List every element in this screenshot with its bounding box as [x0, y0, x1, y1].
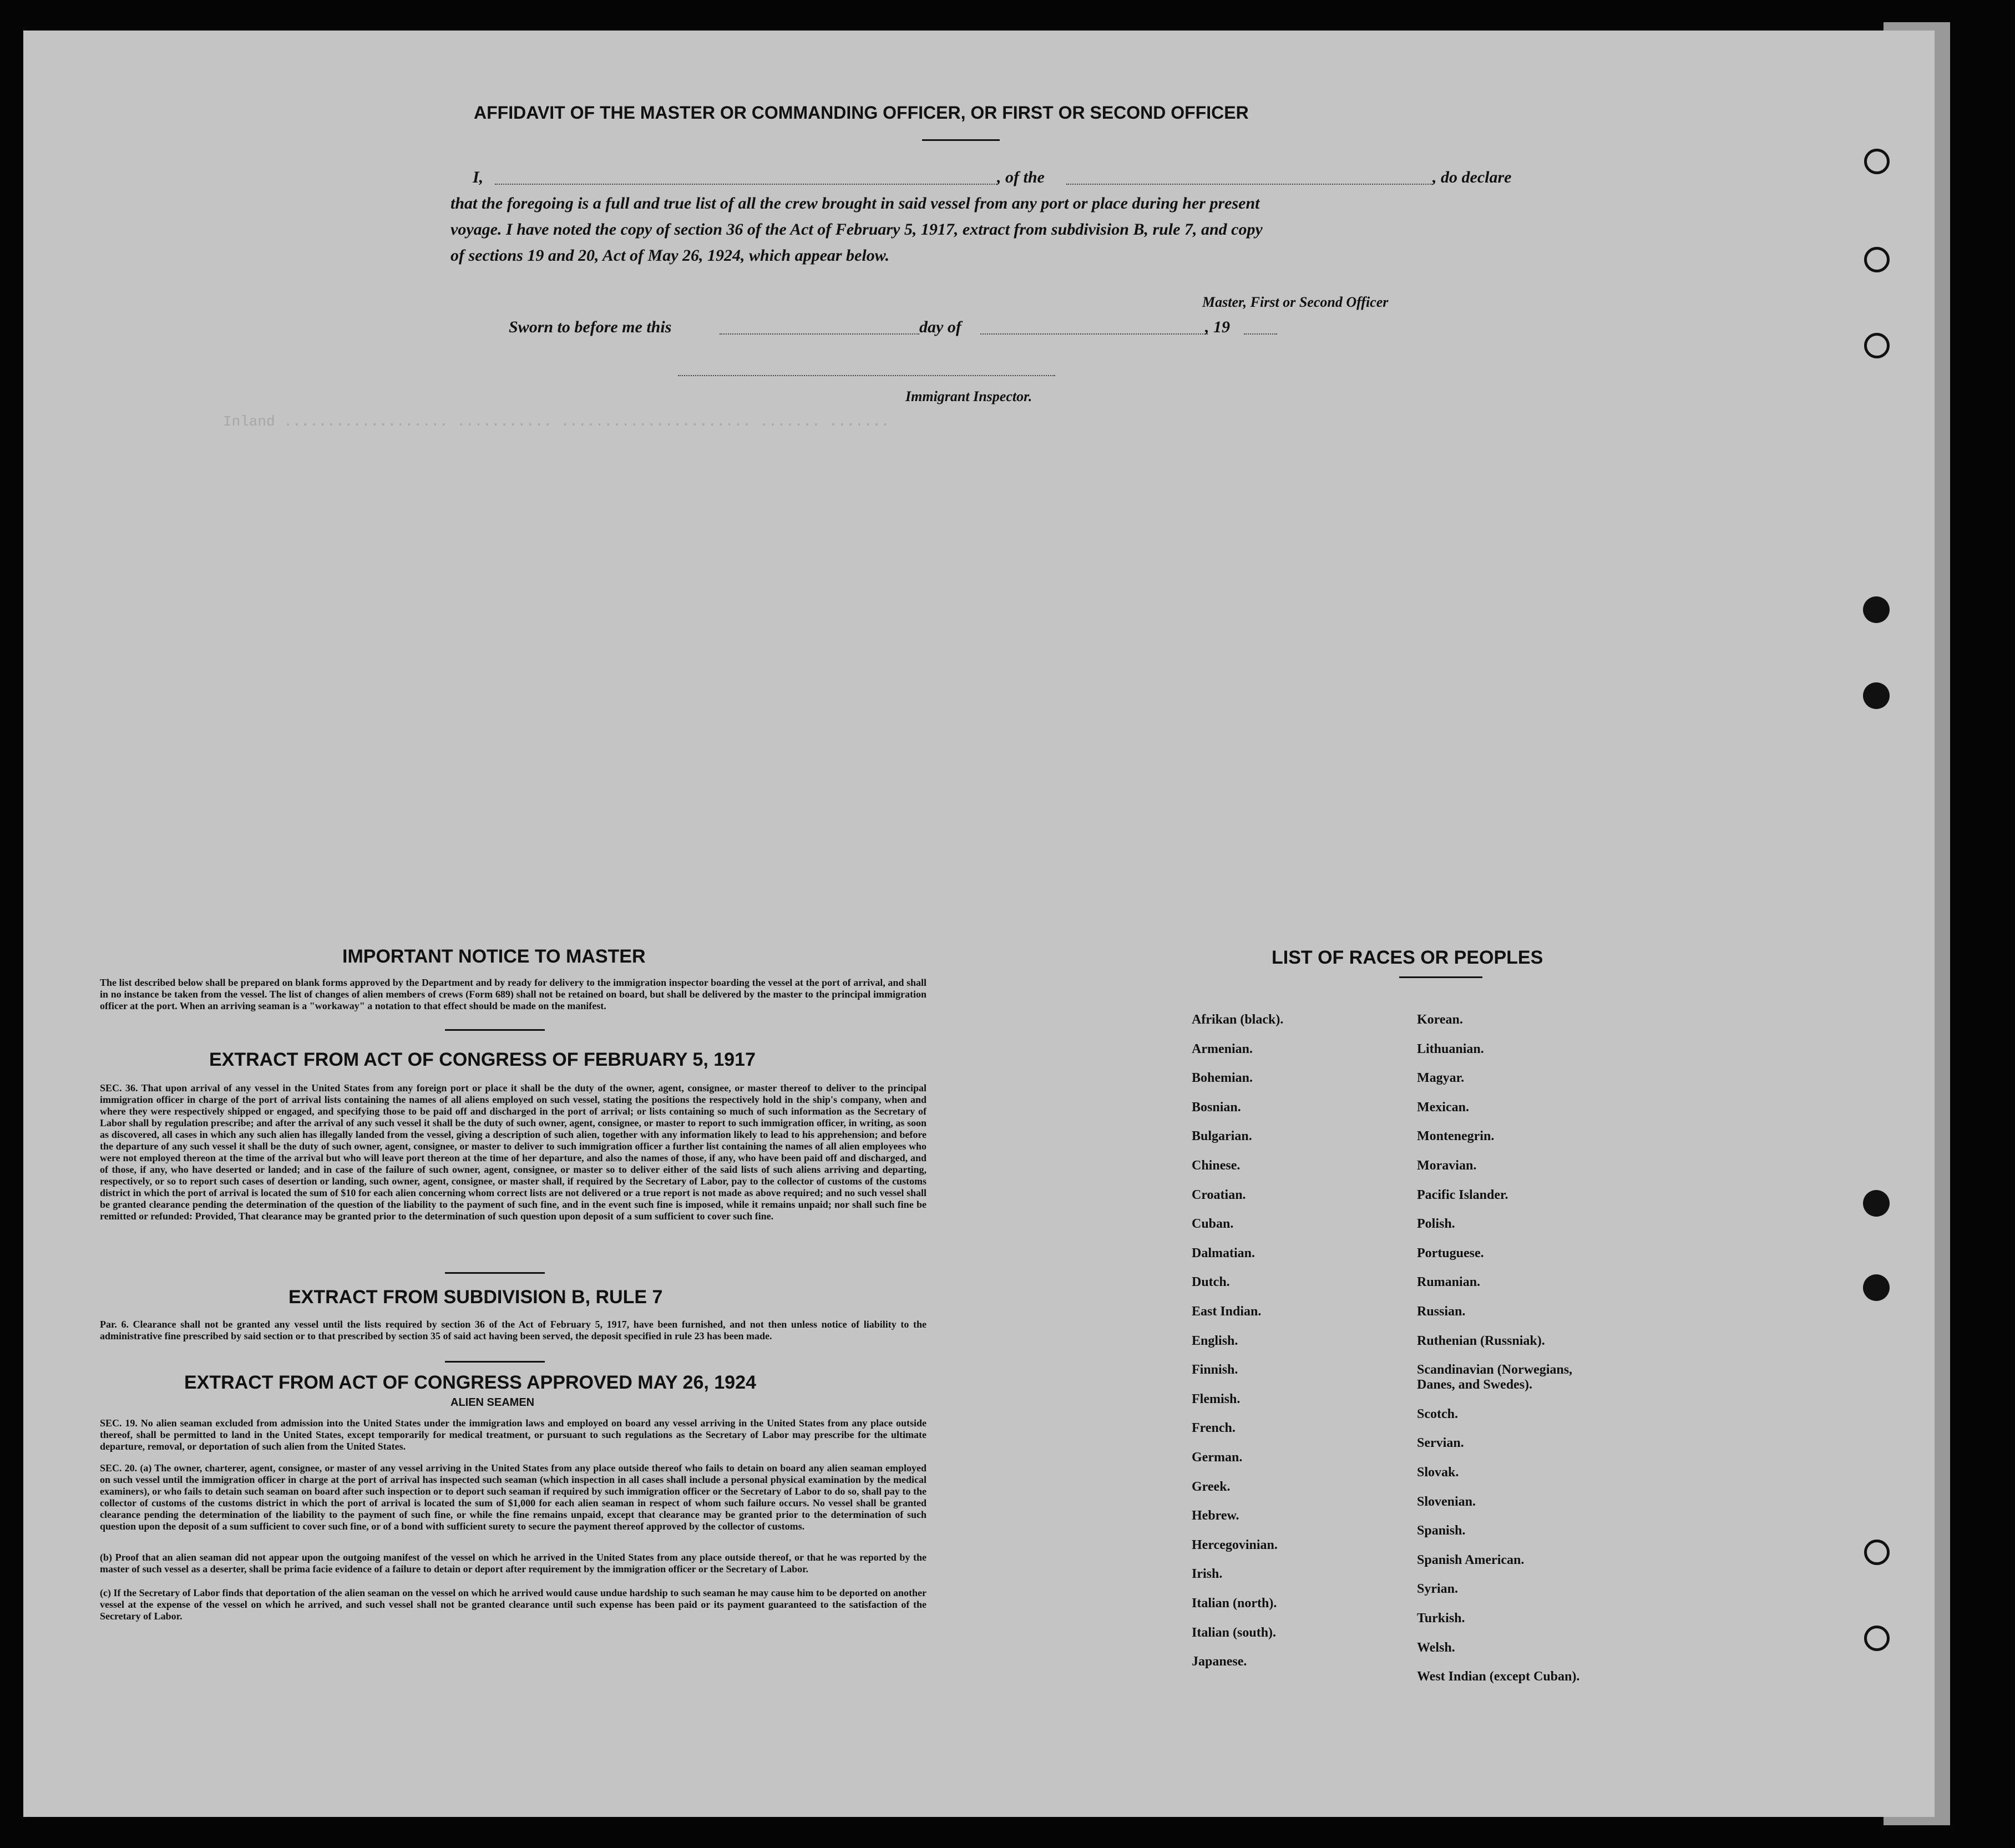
binder-hole [1864, 247, 1890, 272]
affidavit-name-field[interactable] [495, 184, 997, 185]
race-item: Chinese. [1192, 1158, 1241, 1173]
race-item: Syrian. [1417, 1582, 1459, 1597]
notice-title: IMPORTANT NOTICE TO MASTER [342, 946, 646, 967]
race-item: Bosnian. [1192, 1100, 1241, 1115]
sworn-label: Sworn to before me this [509, 318, 672, 336]
extract-1917-divider [445, 1272, 545, 1274]
sworn-year-field[interactable] [1244, 333, 1277, 335]
notice-divider [445, 1029, 545, 1031]
affidavit-line-1: that the foregoing is a full and true list of all the crew brought in said vessel from any port or place during her present [450, 194, 1260, 212]
races-title: LIST OF RACES OR PEOPLES [1272, 947, 1543, 968]
race-item: Welsh. [1417, 1640, 1455, 1655]
extract-1917-text: SEC. 36. That upon arrival of any vessel in the United States from any foreign port or place it shall be the duty of the owner, agent, consignee, or master thereof to deliver to the principal immigration officer in charge of the port of arrival lists containing the names of all aliens employed on such vessel, stating the positions the respectively hold in the ship's company, when and where they were respectively shipped or engaged, and specifying those to be paid off and discharged in the port of arrival; or lists containing so much of such information as the Secretary of Labor shall by regulation prescribe; and after the arrival of any such vessel it shall be the duty of such owner, agent, consignee, or master to report to such immigration officer, in writing, as soon as discovered, all cases in which any such alien has illegally landed from the vessel, giving a description of such alien, together with any information likely to lead to his apprehension; and before the departure of any such vessel it shall be the duty of such owner, agent, consignee, or master to deliver to such immigration officer a further list containing the names of all alien employees who were not employed thereon at the time of the arrival but who will leave port thereon at the time of her departure, and also the names of those, if any, who have been paid off and discharged, and of those, if any, who have deserted or landed; and in case of the failure of such owner, agent, consignee, or master so to deliver either of the said lists of such aliens arriving and departing, respectively, or so to report such cases of desertion or landing, such owner, agent, consignee, or master shall, if required by the Secretary of Labor, pay to the collector of customs of the customs district in which the port of arrival is located the sum of $10 for each alien concerning whom correct lists are not delivered or a true report is not made as above required; and no such vessel shall be granted clearance pending the determination of the question of the liability to the payment of such fine, and in the event such fine is imposed, while it remains unpaid; nor shall such fine be remitted or refunded: Provided, That clearance may be granted prior to the determination of such question upon deposit of a sum sufficient to cover such fine. [100, 1082, 927, 1222]
race-item: Finnish. [1192, 1363, 1238, 1378]
race-item: English. [1192, 1333, 1238, 1348]
race-item: Portuguese. [1417, 1245, 1484, 1260]
rule-7-title: EXTRACT FROM SUBDIVISION B, RULE 7 [288, 1287, 663, 1308]
race-item: East Indian. [1192, 1304, 1262, 1319]
race-item: Ruthenian (Russniak). [1417, 1333, 1545, 1348]
race-item: Spanish. [1417, 1523, 1466, 1538]
affidavit-line-2: voyage. I have noted the copy of section 36 of the Act of February 5, 1917, extract from subdivision B, rule 7, and copy [450, 220, 1263, 239]
binder-hole [1864, 149, 1890, 174]
race-item: Flemish. [1192, 1391, 1241, 1406]
extract-1924-sec19: SEC. 19. No alien seaman excluded from admission into the United States under the immigration laws and employed on board any vessel arriving in the United States from any place outside thereof, shall be permitted to land in the United States, except temporarily for medical treatment, or pursuant to such regulations as the Secretary of Labor may prescribe for the ultimate departure, removal, or deportation of such alien from the United States. [100, 1417, 927, 1452]
race-item: Armenian. [1192, 1041, 1253, 1056]
rule-7-text: Par. 6. Clearance shall not be granted any vessel until the lists required by section 36 of the Act of February 5, 1917, have been furnished, and not then unless notice of liability to the administrative fine prescribed by said section or to that prescribed by section 35 of said act having been served, the deposit specified in rule 23 has been made. [100, 1319, 927, 1341]
race-item: Bulgarian. [1192, 1129, 1252, 1144]
race-item: Cuban. [1192, 1217, 1234, 1232]
race-item: Turkish. [1417, 1611, 1465, 1626]
race-item: Russian. [1417, 1304, 1466, 1319]
race-item: Afrikan (black). [1192, 1012, 1284, 1027]
affidavit-of-the-label: , of the [997, 168, 1045, 186]
race-item: Servian. [1417, 1436, 1464, 1451]
inspector-label: Immigrant Inspector. [905, 388, 1032, 404]
race-item: Greek. [1192, 1479, 1231, 1494]
race-item: Hebrew. [1192, 1508, 1239, 1523]
race-item: Irish. [1192, 1567, 1223, 1582]
year-label: , 19 [1205, 318, 1230, 336]
master-signature-label: Master, First or Second Officer [1202, 294, 1389, 310]
inspector-signature-field[interactable] [678, 375, 1055, 376]
bleed-through-text: Inland ................... ........... ...................... ....... ....... [223, 413, 890, 430]
binder-hole [1863, 1190, 1890, 1217]
race-item: Polish. [1417, 1217, 1455, 1232]
binder-hole [1863, 682, 1890, 709]
race-item: Hercegovinian. [1192, 1537, 1278, 1552]
extract-1924-subtitle: ALIEN SEAMEN [450, 1396, 535, 1409]
race-item: Rumanian. [1417, 1275, 1481, 1290]
form-page [23, 31, 1935, 1817]
race-item: Magyar. [1417, 1071, 1465, 1086]
race-item: Pacific Islander. [1417, 1187, 1508, 1202]
race-item: Bohemian. [1192, 1071, 1253, 1086]
affidavit-line-3: of sections 19 and 20, Act of May 26, 1924, which appear below. [450, 246, 890, 265]
race-item: Scotch. [1417, 1406, 1458, 1421]
race-item: Croatian. [1192, 1187, 1246, 1202]
binder-hole [1864, 333, 1890, 358]
race-item: Mexican. [1417, 1100, 1469, 1115]
race-item: Scandinavian (Norwegians, [1417, 1363, 1573, 1378]
extract-1917-title: EXTRACT FROM ACT OF CONGRESS OF FEBRUARY 5, 1917 [209, 1049, 756, 1070]
sworn-month-field[interactable] [980, 333, 1208, 335]
race-item: Dutch. [1192, 1275, 1230, 1290]
binder-hole [1864, 1626, 1890, 1651]
extract-1924-sec20c: (c) If the Secretary of Labor finds that deportation of the alien seaman on the vessel on which he arrived would cause undue hardship to such seaman he may cause him to be deported on another vessel at the expense of the vessel on which he arrived, and such vessel shall not be granted clearance until such expense has been paid or its payment guaranteed to the satisfaction of the Secretary of Labor. [100, 1587, 927, 1622]
race-item: Slovenian. [1417, 1494, 1476, 1509]
affidavit-vessel-field[interactable] [1066, 184, 1432, 185]
race-item: Moravian. [1417, 1158, 1477, 1173]
race-item: Japanese. [1192, 1654, 1247, 1669]
notice-text: The list described below shall be prepared on blank forms approved by the Department and by ready for delivery to the immigration inspector boarding the vessel at the port of arrival, and shall in no instance be taken from the vessel. The list of changes of alien members of crews (Form 689) shall not be retained on board, but shall be delivered by the master to the principal immigration officer at the port. When an arriving seaman is a "workaway" a notation to that effect should be made on the manifest. [100, 977, 927, 1011]
race-item: Montenegrin. [1417, 1129, 1495, 1144]
race-item: Italian (north). [1192, 1596, 1277, 1611]
race-item: West Indian (except Cuban). [1417, 1669, 1580, 1684]
race-item: French. [1192, 1421, 1236, 1436]
affidavit-title-underline [922, 139, 1000, 141]
race-item: Lithuanian. [1417, 1041, 1484, 1056]
affidavit-i-label: I, [473, 168, 484, 186]
binder-hole [1863, 1274, 1890, 1301]
sworn-day-field[interactable] [720, 333, 919, 335]
affidavit-declare-label: , do declare [1432, 168, 1512, 186]
race-item: Dalmatian. [1192, 1245, 1255, 1260]
extract-1924-title: EXTRACT FROM ACT OF CONGRESS APPROVED MAY 26, 1924 [184, 1372, 756, 1393]
races-title-underline [1399, 976, 1482, 978]
race-item: Italian (south). [1192, 1625, 1277, 1640]
race-item: Korean. [1417, 1012, 1463, 1027]
affidavit-title: AFFIDAVIT OF THE MASTER OR COMMANDING OFFICER, OR FIRST OR SECOND OFFICER [474, 103, 1249, 123]
extract-1924-sec20b: (b) Proof that an alien seaman did not appear upon the outgoing manifest of the vessel on which he arrived in the United States from any place outside thereof, or that he was reported by the master of such vessel as a deserter, shall be prima facie evidence of a failure to detain or deport after requirement by the immigration officer or the Secretary of Labor. [100, 1552, 927, 1574]
race-item: Spanish American. [1417, 1552, 1525, 1567]
binder-hole [1863, 596, 1890, 623]
race-item: Danes, and Swedes). [1417, 1378, 1533, 1393]
race-item: German. [1192, 1450, 1243, 1465]
race-item: Slovak. [1417, 1465, 1459, 1480]
extract-1924-sec20a: SEC. 20. (a) The owner, charterer, agent, consignee, or master of any vessel arriving in the United States from any place outside thereof who fails to detain on board any alien seaman employed on such vessel until the immigration officer in charge at the port of arrival has inspected such seaman (which inspection in all cases shall include a personal physical examination by the medical examiners), or who fails to detain such seaman on board after such inspection or to deport such seaman if required by such immigration officer or the Secretary of Labor to do so, shall pay to the collector of customs of the customs district in which the port of arrival is located the sum of $1,000 for each alien seaman in respect of whom such failure occurs. No vessel shall be granted clearance pending the determination of the liability to the payment of such fine, or while the fine remains unpaid, except that clearance may be granted prior to the determination of such question upon the deposit of a sum sufficient to cover such fine, or of a bond with sufficient surety to secure the payment thereof approved by the collector of customs. [100, 1462, 927, 1532]
day-of-label: day of [919, 318, 961, 336]
binder-hole [1864, 1540, 1890, 1565]
rule-7-divider [445, 1361, 545, 1363]
